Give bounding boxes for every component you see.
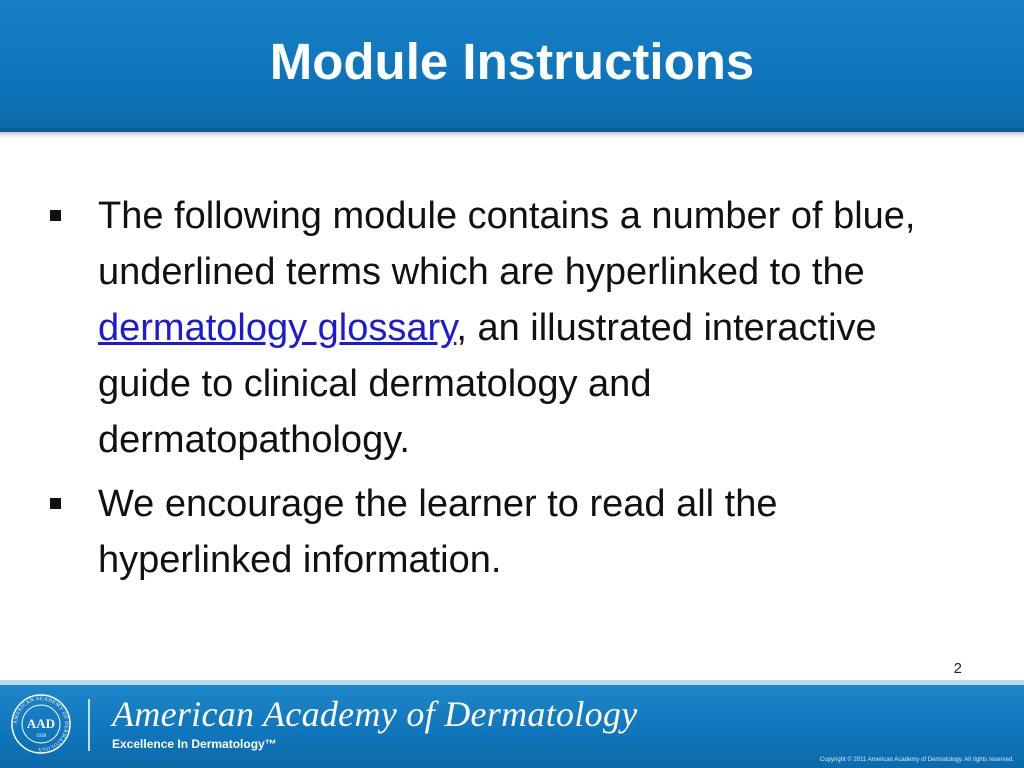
organization-name: American Academy of Dermatology [112,694,638,734]
dermatology-glossary-link[interactable]: dermatology glossary [98,307,457,349]
bullet-text-before-link: The following module contains a number of blue, underlined terms which are hyperlinked to the [98,195,916,293]
bullet-text [98,188,948,468]
slide-header [0,0,1024,132]
bullet-item-encourage [48,476,948,588]
square-bullet-icon [48,476,98,509]
seal-ring-text: AMERICAN ACADEMY OF DERMATOLOGY [12,695,70,753]
slide-footer [0,680,1024,768]
footer-divider [88,699,90,751]
square-bullet-icon [48,188,98,221]
page-number: 2 [953,660,962,677]
bullet-text-after-link: , an illustrated interactive guide to clinical dermatology and dermatopathology. [98,307,877,461]
seal-initials: AAD [26,716,56,731]
bullet-text: We encourage the learner to read all the hyperlinked information. [98,483,778,581]
seal-year: 1938 [36,734,46,739]
copyright-notice: Copyright © 2011 American Academy of Dermatology. All rights reserved. [820,757,1014,763]
organization-tagline: Excellence In Dermatology™ [112,737,277,751]
bullet-item-glossary [48,188,948,468]
header-shadow [0,132,1024,138]
slide-title: Module Instructions [269,33,755,90]
slide-body [48,188,948,596]
aad-seal-logo [10,693,72,755]
